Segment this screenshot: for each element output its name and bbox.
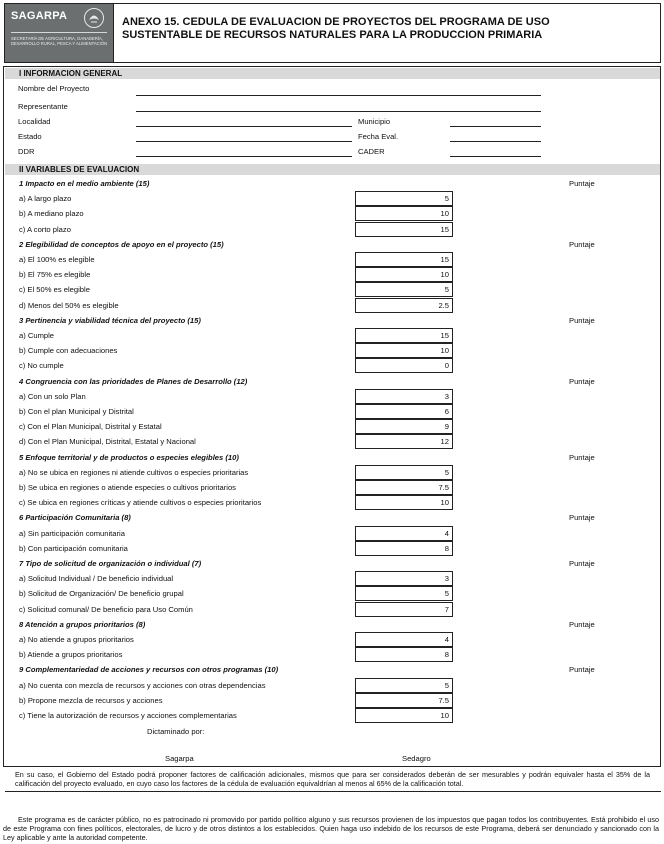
score-box[interactable]: 10	[355, 206, 453, 221]
option-label: a) Cumple	[19, 331, 55, 340]
section-title: 7 Tipo de solicitud de organización o individual (7)	[19, 559, 202, 568]
score-box[interactable]: 4	[355, 526, 453, 541]
option-label: b) Propone mezcla de recursos y acciones	[19, 695, 163, 705]
option-label: a) Sin participación comunitaria	[19, 528, 125, 538]
score-box[interactable]: 12	[355, 434, 453, 449]
state-label: Estado	[18, 132, 42, 141]
option-label: b) Cumple con adecuaciones	[19, 346, 118, 356]
signature-divider	[5, 791, 661, 792]
option-label: a) Con un solo Plan	[19, 391, 86, 401]
document-header	[4, 3, 661, 63]
score-box[interactable]: 5	[355, 586, 453, 601]
score-box[interactable]: 10	[355, 267, 453, 282]
option-label: a) Solicitud Individual / De beneficio individual	[19, 574, 174, 584]
representative-field[interactable]	[136, 111, 541, 112]
puntaje-label: Puntaje	[569, 619, 595, 629]
project-name-field[interactable]	[136, 95, 541, 96]
score-box[interactable]: 7	[355, 602, 453, 617]
municipality-field[interactable]	[450, 126, 541, 127]
score-box[interactable]: 10	[355, 708, 453, 723]
option-label: a) No atiende a grupos prioritarios	[19, 635, 134, 644]
section-title: 4 Congruencia con las prioridades de Planes de Desarrollo (12)	[19, 376, 248, 386]
puntaje-label: Puntaje	[569, 179, 595, 188]
eval-date-label: Fecha Eval.	[358, 132, 399, 141]
dictaminado-label: Dictaminado por:	[147, 727, 205, 736]
section-title: 8 Atención a grupos prioritarios (8)	[19, 619, 146, 629]
option-label: b) Con el plan Municipal y Distrital	[19, 407, 134, 416]
puntaje-label: Puntaje	[569, 513, 595, 523]
score-box[interactable]: 5	[355, 465, 453, 480]
score-box[interactable]: 8	[355, 541, 453, 556]
section-title: 1 Impacto en el medio ambiente (15)	[19, 179, 150, 188]
municipality-label: Municipio	[358, 117, 391, 126]
option-label: c) A corto plazo	[19, 224, 71, 234]
variables-heading: II VARIABLES DE EVALUACION	[5, 164, 660, 175]
option-label: b) Se ubica en regiones o atiende especies o cultivos prioritarios	[19, 483, 236, 492]
option-label: b) El 75% es elegible	[19, 270, 91, 280]
title-line-1: ANEXO 15. CEDULA DE EVALUACION DE PROYECTOS DEL PROGRAMA DE USO	[122, 16, 550, 28]
option-label: c) Se ubica en regiones críticas y atiende cultivos o especies prioritarios	[19, 498, 262, 508]
option-label: b) Con participación comunitaria	[19, 543, 128, 553]
score-box[interactable]: 3	[355, 389, 453, 404]
title-line-2: SUSTENTABLE DE RECURSOS NATURALES PARA LA PRODUCCION PRIMARIA	[122, 29, 543, 41]
document-title	[122, 16, 657, 42]
locality-label: Localidad	[18, 117, 51, 126]
score-box[interactable]: 5	[355, 282, 453, 297]
section-title: 2 Elegibilidad de conceptos de apoyo en el proyecto (15)	[19, 239, 224, 249]
cader-field[interactable]	[450, 156, 541, 157]
logo-divider	[11, 32, 107, 33]
puntaje-label: Puntaje	[569, 452, 595, 462]
puntaje-label: Puntaje	[569, 665, 595, 675]
sedagro-signature-label: Sedagro	[402, 754, 431, 763]
score-box[interactable]: 7.5	[355, 480, 453, 495]
score-box[interactable]: 3	[355, 571, 453, 586]
option-label: b) A mediano plazo	[19, 209, 84, 219]
section-title: 9 Complementariedad de acciones y recursos con otros programas (10)	[19, 665, 279, 675]
score-box[interactable]: 15	[355, 328, 453, 343]
score-box[interactable]: 10	[355, 343, 453, 358]
score-box[interactable]: 9	[355, 419, 453, 434]
option-label: a) A largo plazo	[19, 194, 72, 204]
score-box[interactable]: 5	[355, 678, 453, 693]
general-info-heading: I INFORMACION GENERAL	[5, 68, 660, 79]
score-box[interactable]: 15	[355, 222, 453, 237]
representative-label: Representante	[18, 102, 68, 111]
section-title: 6 Participación Comunitaria (8)	[19, 513, 131, 523]
additional-factors-note: En su caso, el Gobierno del Estado podrá proponer factores de calificación adicionales, mismos que para ser considerados deberán de ser mesurables y podrán equivaler hasta el 35% de la calificación del proyecto evaluado, en cuyo caso los factores de la cédula de evaluación equivaldrían al menos al 65% de la calificación total.	[15, 770, 650, 788]
option-label: b) Solicitud de Organización/ De beneficio grupal	[19, 589, 184, 599]
state-field[interactable]	[136, 141, 352, 142]
puntaje-label: Puntaje	[569, 315, 595, 325]
section-title: 5 Enfoque territorial y de productos o especies elegibles (10)	[19, 452, 239, 462]
score-box[interactable]: 8	[355, 647, 453, 662]
option-label: c) El 50% es elegible	[19, 285, 90, 295]
evaluation-form	[3, 66, 661, 767]
ddr-label: DDR	[18, 147, 35, 156]
score-box[interactable]: 5	[355, 191, 453, 206]
ddr-field[interactable]	[136, 156, 352, 157]
option-label: c) Con el Plan Municipal, Distrital y Estatal	[19, 422, 162, 432]
puntaje-label: Puntaje	[569, 559, 595, 568]
score-box[interactable]: 15	[355, 252, 453, 267]
option-label: a) No cuenta con mezcla de recursos y acciones con otras dependencias	[19, 680, 266, 690]
sagarpa-signature-label: Sagarpa	[165, 754, 194, 763]
option-label: a) No se ubica en regiones ni atiende cultivos o especies prioritarias	[19, 467, 249, 477]
score-box[interactable]: 2.5	[355, 298, 453, 313]
option-label: c) No cumple	[19, 361, 64, 371]
option-label: d) Menos del 50% es elegible	[19, 300, 119, 310]
option-label: b) Atiende a grupos prioritarios	[19, 650, 123, 660]
cader-label: CADER	[358, 147, 385, 156]
option-label: d) Con el Plan Municipal, Distrital, Estatal y Nacional	[19, 437, 196, 447]
score-box[interactable]: 4	[355, 632, 453, 647]
section-title: 3 Pertinencia y viabilidad técnica del proyecto (15)	[19, 315, 201, 325]
score-box[interactable]: 7.5	[355, 693, 453, 708]
option-label: a) El 100% es elegible	[19, 255, 95, 264]
score-box[interactable]: 6	[355, 404, 453, 419]
option-label: c) Tiene la autorización de recursos y acciones complementarias	[19, 711, 237, 720]
puntaje-label: Puntaje	[569, 376, 595, 386]
logo-wordmark: SAGARPA	[11, 10, 68, 22]
eval-date-field[interactable]	[450, 141, 541, 142]
score-box[interactable]: 0	[355, 358, 453, 373]
program-legend: Este programa es de carácter público, no es patrocinado ni promovido por partido político alguno y sus recursos provienen de los impuestos que pagan todos los contribuyentes. Está prohibido el uso de este Programa con fines políticos, electorales, de lucro y de otros distintos a los establecidos. Quien haga uso indebido de los recursos de este Programa, deberá ser denunciado y sancionado con la Ley aplicable y ante la autoridad competente.	[3, 815, 659, 842]
option-label: c) Solicitud comunal/ De beneficio para Uso Común	[19, 604, 193, 614]
locality-field[interactable]	[136, 126, 352, 127]
score-box[interactable]: 10	[355, 495, 453, 510]
eagle-seal-icon	[83, 7, 105, 29]
project-name-label: Nombre del Proyecto	[18, 84, 90, 93]
logo-subtitle: SECRETARÍA DE AGRICULTURA, GANADERÍA, DESARROLLO RURAL, PESCA Y ALIMENTACIÓN	[11, 36, 108, 46]
puntaje-label: Puntaje	[569, 239, 595, 249]
sagarpa-logo	[5, 4, 114, 62]
